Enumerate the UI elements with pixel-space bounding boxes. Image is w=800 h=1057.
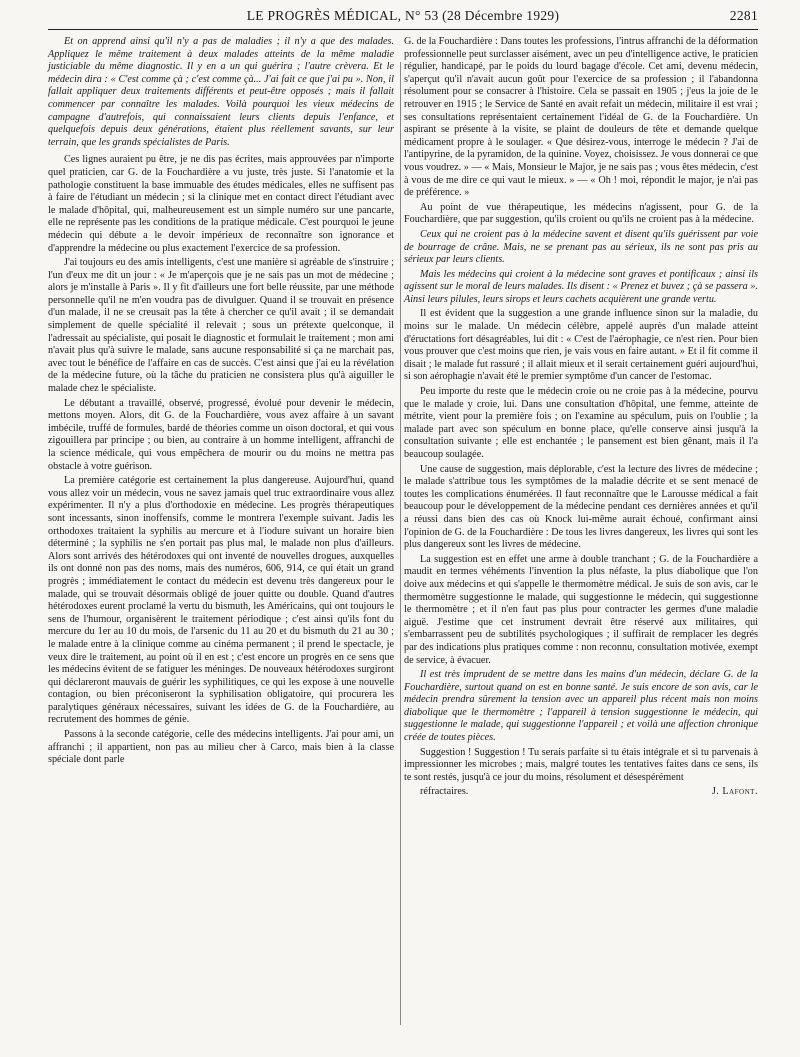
page-header <box>48 5 758 29</box>
paragraph: Ces lignes auraient pu être, je ne dis pas écrites, mais approuvées par n'importe quel praticien, car G. de la Fouchardière a vu juste, très juste. Si l'anatomie et la pathologie constituent la base immuable des études médicales, elles ne suffisent pas à faire de l'étudiant un médecin ; si la clinique met en contact direct l'étudiant avec le malade d'hôpital, qui, malheureusement est un simple numéro sur une pancarte, elle ne représente pas les conditions de la pratique médicale. C'est pourquoi le jeune médecin qui débute a le devoir impérieux de reconnaître son ignorance et d'apprendre la médecine ou plus exactement l'exercice de sa profession. <box>48 154 394 254</box>
paragraph: G. de la Fouchardière : Dans toutes les professions, l'intrus affranchi de la déformation professionnelle peut surclasser aisément, avec un peu d'intelligence active, le praticien régulier, handicapé, par le poids du lourd bagage d'école. Cet ami, devenu médecin, s'aperçut qu'il n'avait aucun goût pour l'exercice de sa profession ; il l'abandonna résolument pour se consacrer à l'histoire. Cela se passait en 1905 ; j'eus la joie de le retrouver en 1915 ; le Service de Santé en avait refait un médecin, militaire il est vrai ; ses consultations représentaient certainement l'idéal de G. de la Fouchardière. Un aspirant se présente à la visite, se plaint de douleurs de tête et demande quelque médicament propre à le soulager. « Que désirez-vous, interroge le médecin ? J'ai de l'antipyrine, de la pyramidon, de la quinine. Voyez, choisissez. Je vous donnerai ce que vous voudrez. » — « Mais, Monsieur le Major, je ne sais pas ; vous êtes médecin, c'est à vous de me dire ce qui vaut le mieux. » — « Oh ! moi, répondit le major, je n'ai pas de préférence. » <box>404 36 758 199</box>
right-column <box>404 36 758 801</box>
paragraph: Et on apprend ainsi qu'il n'y a pas de maladies ; il n'y a que des malades. Appliquez le même traitement à deux malades atteints de la même maladie justiciable du même diagnostic. Il y en a un qui guérira ; l'autre crèvera. Et le médecin dira : « C'est comme çà ; c'est comme çà... J'ai fait ce que j'ai pu ». Non, il fallait appliquer deux traitements différents et peut-être opposés ; mais il fallait commencer par connaître les malades. Voilà pourquoi les vieux médecins de campagne d'autrefois, qui connaissaient leurs clients depuis l'enfance, et quelquefois depuis deux générations, étaient plus réellement savants, sur leur terrain, que les grands spécialistes de Paris. <box>48 36 394 148</box>
paragraph: Au point de vue thérapeutique, les médecins n'agissent, pour G. de la Fouchardière, que par suggestion, qu'ils croient ou qu'ils ne croient pas à la médecine. <box>404 201 758 226</box>
right-paragraphs <box>404 36 758 784</box>
page-number: 2281 <box>729 8 758 23</box>
paragraph: Il est très imprudent de se mettre dans les mains d'un médecin, déclare G. de la Fouchardière, surtout quand on est en bonne santé. Je suis encore de son avis, car le médecin prendra sûrement la tension avec un appareil plus récent mais non moins diabolique que le thermomètre ; l'appareil à tension suggestionne le médecin, qui suggestionne le malade, qui suggestionne l'appareil ; et voilà une affection chronique créée de toutes pièces. <box>404 669 758 744</box>
paragraph: Mais les médecins qui croient à la médecine sont graves et pontificaux ; ainsi ils agissent sur le moral de leurs malades. Ils disent : « Prenez et buvez ; çà se passera ». Ainsi leurs pilules, leurs sirops et leurs cachets acquièrent une grande vertu. <box>404 268 758 305</box>
header-rule <box>48 29 758 30</box>
left-column <box>48 36 394 769</box>
paragraph: Peu importe du reste que le médecin croie ou ne croie pas à la médecine, pourvu que le malade y croie, lui. Dans une consultation d'hôpital, une femme, atteinte de métrite, vient pour la première fois ; on l'examine au spéculum, puis on l'oublie ; la malade part avec son spéculum en bonne place, qu'elle conserve ainsi jusqu'à la consultation suivante ; elle est enchantée ; le pansement est bien gênant, mais il l'a beaucoup soulagée. <box>404 386 758 460</box>
column-divider <box>400 62 401 1025</box>
closing-word: réfractaires. <box>420 786 469 798</box>
paragraph: Passons à la seconde catégorie, celle des médecins intelligents. J'ai pour ami, un affranchi ; il appartient, non pas au milieu cher à Carco, mais bien à la classe spéciale dont parle <box>48 729 394 766</box>
closing-line <box>404 786 758 799</box>
paragraph: La suggestion est en effet une arme à double tranchant ; G. de la Fouchardière a maudit en termes véhéments l'invention la plus néfaste, la plus diabolique que l'on doive aux médecins et qui s'appelle le thermomètre médical. Je suis de son avis, car le thermomètre suggestionne le malade, qui suggestionne le médecin, qui suggestionne le thermomètre ; et il n'en faut pas plus pour contracter les germes d'une maladie aiguë. J'estime que cet instrument devrait être réservé aux militaires, qui s'embarrassent peu de subtilités psychologiques ; il suffirait de remplacer les degrés par des indications plus pratiques comme : non reconnu, consultation motivée, exempt de service, à évacuer. <box>404 553 758 666</box>
paragraph: J'ai toujours eu des amis intelligents, c'est une manière si agréable de s'instruire ; l'un d'eux me dit un jour : « Je m'aperçois que je ne sais pas un mot de médecine ; alors je m'installe à Paris ». Il y fit d'ailleurs une fort belle réussite, par une méthode personnelle qu'il ne m'en voudra pas de divulguer. Quand il se trouvait en présence d'un malade, il ne se creusait pas la tête à chercher ce qu'il avait ; il se demandait simplement de quelle spécialité il relevait ; sous un prétexte quelconque, il l'adressait au spécialiste, qui posait le diagnostic et formulait le traitement ; mon ami n'avait plus qu'à suivre le malade, sans aucune responsabilité si ça ne marchait pas, avec tout le bénéfice de l'affaire en cas de succès. C'est ainsi que j'ai eu la révélation de la médecine future, où la tâche du praticien ne consistera plus qu'à aiguiller le malade chez le spécialiste. <box>48 257 394 395</box>
paragraph: La première catégorie est certainement la plus dangereuse. Aujourd'hui, quand vous allez voir un médecin, vous ne savez jamais quel truc extraordinaire vous allez expérimenter. Il n'y a plus d'orthodoxie en médecine. Les progrès thérapeutiques sont incessants, sinon inoffensifs, comme le montrera l'exemple suivant. Jadis les orthodoxes traitaient la syphilis au mercure et à l'iodure suivant un horaire bien déterminé ; la syphilis ne s'en portait pas plus mal, le malade non plus d'ailleurs. Alors sont arrivés des hétérodoxes qui ont inventé de nouvelles drogues, auxquelles ils ont donné non pas des noms, mais des numéros, 606, 914, ce qui était un grand progrès ; immédiatement le contact du médecin est devenu très dangereux pour le malade, qui se trouvait désormais obligé de jouer quitte ou double. Quand d'autres hétérodoxes eurent proclamé la vertu du bismuth, les Américains, qui ont toujours le sens de l'humour, organisèrent le traitement périodique ; c'est ainsi qu'ils font du mercure du 1er au 10 du mois, de l'arsenic du 11 au 20 et du bismuth du 21 au 30 ; le malade entre à la clinique comme au cinéma permanent ; il prend le spectacle, je veux dire le traitement, au point où il en est ; c'est encore un progrès en ce sens que les médecins évitent de se fatiguer les méninges. De nouveaux hétérodoxes surgiront qui déclareront mauvais de guérir les syphilitiques, ce qui les expose à une nouvelle contagion, ou bien préconiseront la syphilisation obligatoire, qui procurera les paralytiques généraux nécessaires, suivant les idées de G. de la Fouchardière, au recrutement des hommes de génie. <box>48 475 394 726</box>
paragraph: Suggestion ! Suggestion ! Tu serais parfaite si tu étais intégrale et si tu parvenais à impressionner les microbes ; mais, malgré toutes les tentatives faites dans ce sens, ils te sont restés, jusqu'à ce jour du moins, résolument et désespérément <box>404 746 758 783</box>
paragraph: Le débutant a travaillé, observé, progressé, évolué pour devenir le médecin, mettons moyen. Alors, dit G. de la Fouchardière, vous avez affaire à un savant imbécile, truffé de formules, bardé de théories comme un oison doctoral, et qui vous zigouillera par principe ; ou bien, au contraire à un homme intelligent, affranchi de la science médicale, qui vous empêchera de mourir ou du moins ne mettra pas obstacle à votre guérison. <box>48 397 394 472</box>
paragraph: Ceux qui ne croient pas à la médecine savent et disent qu'ils guérissent par voie de bourrage de crâne. Mais, ne se prenant pas au sérieux, ils ne sont pas pris au sérieux par leurs clients. <box>404 228 758 266</box>
running-title: LE PROGRÈS MÉDICAL, N° 53 (28 Décembre 1929) <box>246 8 560 23</box>
author-signature: J. Lafont. <box>711 786 758 798</box>
paragraph: Il est évident que la suggestion a une grande influence sinon sur la maladie, du moins sur le malade. Un médecin célèbre, appelé auprès d'un malade atteint d'éructations fort désagréables, lui dit : « C'est de l'aérophagie, ce n'est rien. Pour bien vous prouver que c'est moins que rien, je vais vous en faire autant. » Et il fit comme il disait ; le malade fut rassuré ; il allait mieux et il serait certainement guéri aujourd'hui, si son aérophagie n'avait été le premier symptôme d'un cancer de l'estomac. <box>404 308 758 383</box>
paragraph: Une cause de suggestion, mais déplorable, c'est la lecture des livres de médecine ; le malade s'attribue tous les symptômes de la maladie décrite et se sent menacé de toutes les complications énumérées. Il faut reconnaître que le Larousse médical a fait beaucoup pour le développement de la médecine pendant ces dernières années et qu'il a réussi dans bien des cas où Knock lui-même aurait échoué, confirmant ainsi l'opinion de G. de la Fouchardière : De tous les livres dangereux, les livres qui sont les plus dangereux sont les livres de médecine. <box>404 463 758 551</box>
